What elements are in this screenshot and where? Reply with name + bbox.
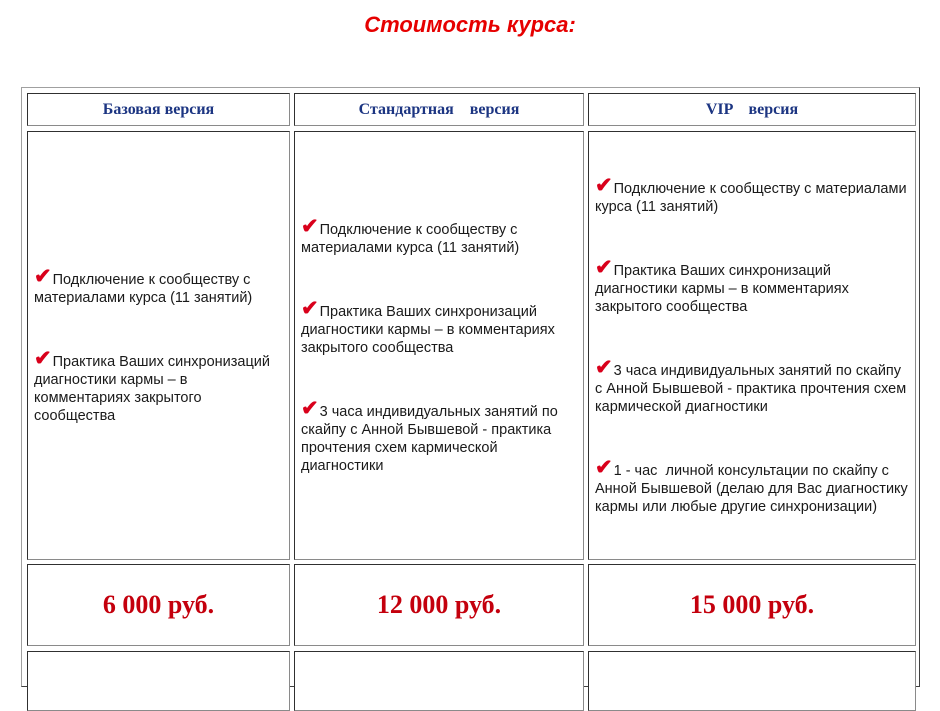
plan-features-basic (27, 131, 290, 560)
plan-next-row-vip (588, 651, 916, 711)
plan-features-standard (294, 131, 584, 560)
check-icon: ✔ (301, 296, 319, 320)
check-icon: ✔ (595, 455, 613, 479)
feature-item: ✔3 часа индивидуальных занятий по скайпу с Анной Бывшевой - практика прочтения схем кармической диагностики (301, 396, 562, 474)
feature-item: ✔1 - час личной консультации по скайпу с Анной Бывшевой (делаю для Вас диагностику кармы или любые другие синхронизации) (595, 455, 912, 515)
check-icon: ✔ (34, 346, 52, 370)
plan-name: Базовая версия (102, 100, 215, 118)
feature-item: ✔Практика Ваших синхронизаций диагностики кармы – в комментариях закрытого сообщества (595, 255, 853, 315)
feature-item: ✔Подключение к сообществу с материалами курса (11 занятий) (301, 214, 522, 256)
feature-item: ✔3 часа индивидуальных занятий по скайпу с Анной Бывшевой - практика прочтения схем кармической диагностики (595, 355, 911, 415)
plan-name: Стандартная версия (358, 100, 520, 118)
plan-header-vip (588, 93, 916, 126)
price-label: 15 000 руб. (689, 590, 815, 619)
check-icon: ✔ (595, 173, 613, 197)
plan-next-row-basic (27, 651, 290, 711)
feature-item: ✔Практика Ваших синхронизаций диагностики кармы – в комментариях закрытого сообщества (34, 346, 274, 424)
check-icon: ✔ (595, 355, 613, 379)
check-icon: ✔ (301, 214, 319, 238)
pricing-table (21, 87, 920, 687)
plan-price-vip (588, 564, 916, 646)
check-icon: ✔ (34, 264, 52, 288)
page-title: Стоимость курса: (364, 12, 576, 37)
plan-price-standard (294, 564, 584, 646)
feature-item: ✔Подключение к сообществу с материалами курса (11 занятий) (595, 173, 911, 215)
price-label: 6 000 руб. (102, 590, 215, 619)
plan-next-row-standard (294, 651, 584, 711)
feature-item: ✔Практика Ваших синхронизаций диагностики кармы – в комментариях закрытого сообщества (301, 296, 559, 356)
plan-name: VIP версия (705, 100, 799, 118)
check-icon: ✔ (595, 255, 613, 279)
plan-price-basic (27, 564, 290, 646)
plan-header-basic (27, 93, 290, 126)
check-icon: ✔ (301, 396, 319, 420)
plan-features-vip (588, 131, 916, 560)
feature-item: ✔Подключение к сообществу с материалами курса (11 занятий) (34, 264, 255, 306)
plan-header-standard (294, 93, 584, 126)
price-label: 12 000 руб. (376, 590, 502, 619)
